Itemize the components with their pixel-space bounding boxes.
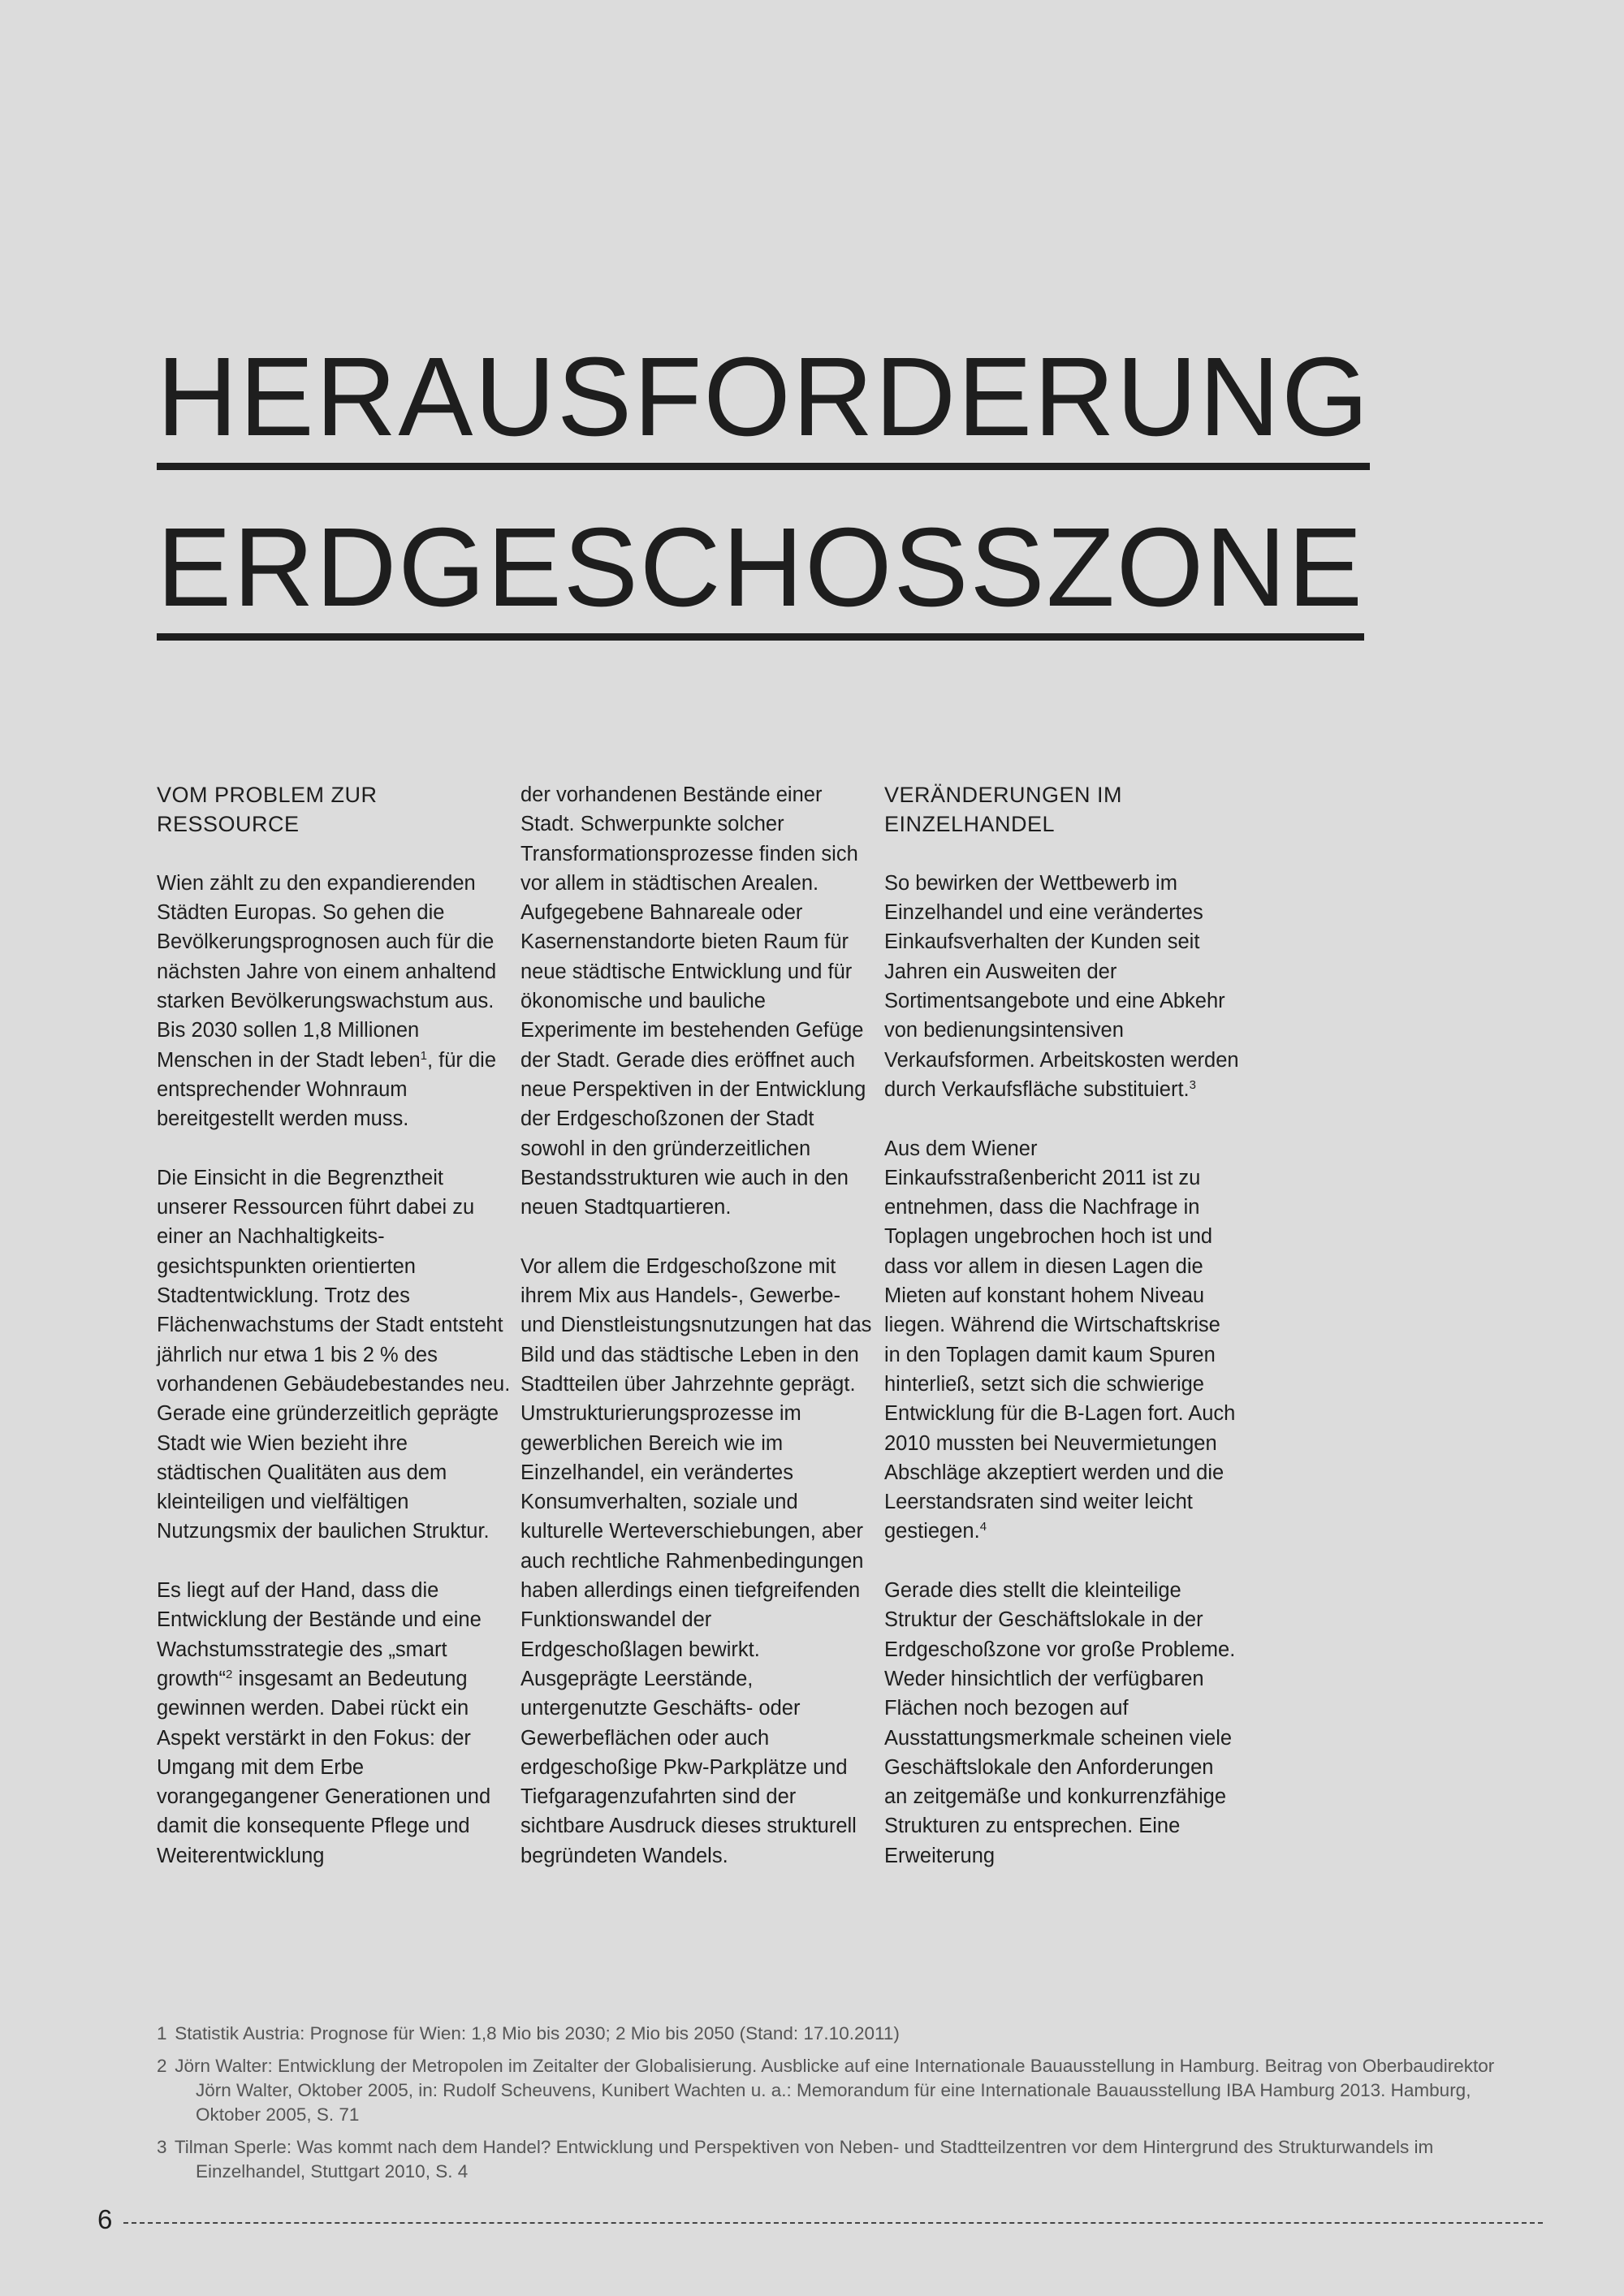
title-line-1: HERAUSFORDERUNG: [157, 336, 1370, 470]
footnote-text: Statistik Austria: Prognose für Wien: 1,8 Mio bis 2030; 2 Mio bis 2050 (Stand: 17.10.2011): [175, 2023, 900, 2044]
title-line-2: ERDGESCHOSSZONE: [157, 507, 1364, 641]
paragraph: Gerade dies stellt die kleinteilige Struktur der Geschäftslokale in der Erdgeschoßzone vor große Probleme. Weder hinsichtlich der verfügbaren Flächen noch bezogen auf Ausstattungsmerkmale scheinen viele Geschäftslokale den Anforderungen an zeitgemäße und konkurrenzfähige Strukturen zu entsprechen. Eine Erweiterung: [884, 1579, 1236, 1867]
footnote-text: Tilman Sperle: Was kommt nach dem Handel? Entwicklung und Perspektiven von Neben- und Stadtteilzentren vor dem Hintergrund des Strukturwandels im Einzelhandel, Stuttgart 2010, S. 4: [174, 2137, 1434, 2182]
text-column-1: [157, 780, 514, 1900]
paragraph-text: Es liegt auf der Hand, dass die Entwicklung der Bestände und eine Wachstumsstrategie des „smart growth“: [157, 1579, 482, 1690]
footnote-ref-1[interactable]: 1: [420, 1048, 427, 1063]
footnote-ref-3[interactable]: 3: [1189, 1077, 1196, 1092]
paragraph: [157, 869, 514, 1134]
footnote-ref-2[interactable]: 2: [226, 1667, 233, 1681]
page-number: 6: [97, 2204, 113, 2234]
footnote-ref-4[interactable]: 4: [979, 1520, 987, 1534]
footnote-number: 2: [157, 2056, 167, 2076]
paragraph-text: insgesamt an Bedeutung gewinnen werden. Dabei rückt ein Aspekt verstärkt in den Fokus: der Umgang mit dem Erbe vorangegangener Generationen und damit die konsequente Pflege und Weiterentwicklung: [157, 1667, 491, 1867]
dashed-rule: [123, 2222, 1543, 2224]
page-footer: [97, 2203, 1543, 2236]
paragraph: Vor allem die Erdgeschoßzone mit ihrem Mix aus Handels-, Gewerbe- und Dienstleistungsnutzungen hat das Bild und das städtische Leben in den Stadtteilen über Jahrzehnte geprägt. Umstrukturierungsprozesse im gewerblichen Bereich wie im Einzelhandel, ein verändertes Konsumverhalten, soziale und kulturelle Werteverschiebungen, aber auch rechtliche Rahmenbedingungen haben allerdings einen tiefgreifenden Funktionswandel der Erdgeschoßlagen bewirkt. Ausgeprägte Leerstände, untergenutzte Geschäfts- oder Gewerbeflächen oder auch erdgeschoßige Pkw-Parkplätze und Tiefgaragenzufahrten sind der sichtbare Ausdruck dieses strukturell begründeten Wandels.: [520, 1254, 872, 1867]
footnote-number: 1: [157, 2023, 167, 2044]
footnotes: [157, 2022, 1505, 2192]
paragraph: [884, 869, 1242, 1104]
text-column-2: [520, 780, 878, 1900]
text-column-3: [884, 780, 1242, 1900]
section-heading-problem: VOM PROBLEM ZUR RESSOURCE: [157, 783, 378, 837]
section-heading-einzelhandel: VERÄNDERUNGEN IM EINZELHANDEL: [884, 783, 1123, 837]
footnote-text: Jörn Walter: Entwicklung der Metropolen im Zeitalter der Globalisierung. Ausblicke auf eine Internationale Bauausstellung in Hamburg. Beitrag von Oberbaudirektor Jörn Walter, Oktober 2005, in: Rudolf Scheuvens, Kunibert Wachten u. a.: Memorandum für eine Internationale Bauausstellung IBA Hamburg 2013. Hamburg, Oktober 2005, S. 71: [175, 2056, 1495, 2125]
paragraph-text: So bewirken der Wettbewerb im Einzelhandel und eine verändertes Einkaufsverhalten der Kunden seit Jahren ein Ausweiten der Sortimentsangebote und eine Abkehr von bedienungsintensiven Verkaufsformen. Arbeitskosten werden durch Verkaufsfläche substituiert.: [884, 871, 1239, 1101]
paragraph: [157, 1576, 514, 1871]
paragraph: der vorhandenen Bestände einer Stadt. Schwerpunkte solcher Transformationsprozesse finden sich vor allem in städtischen Arealen. Aufgegebene Bahnareale oder Kasernenstandorte bieten Raum für neue städtische Entwicklung und für ökonomische und bauliche Experimente im bestehenden Gefüge der Stadt. Gerade dies eröffnet auch neue Perspektiven in der Entwicklung der Erdgeschoßzonen der Stadt sowohl in den gründerzeitlichen Bestandsstrukturen wie auch in den neuen Stadtquartieren.: [520, 783, 866, 1219]
page-title: [157, 321, 1375, 662]
footnote: [157, 2054, 1505, 2127]
footnote: [157, 2022, 1505, 2046]
paragraph-text: Wien zählt zu den expandierenden Städten Europas. So gehen die Bevölkerungsprognosen auch für die nächsten Jahre von einem anhaltend starken Bevölkerungswachstum aus. Bis 2030 sollen 1,8 Millionen Menschen in der Stadt leben: [157, 871, 497, 1072]
paragraph-text: , für die entsprechender Wohnraum bereitgestellt werden muss.: [157, 1048, 497, 1131]
footnote: [157, 2135, 1505, 2184]
paragraph: Die Einsicht in die Begrenztheit unserer Ressourcen führt dabei zu einer an Nachhaltigkeits-gesichtspunkten orientierten Stadtentwicklung. Trotz des Flächenwachstums der Stadt entsteht jährlich nur etwa 1 bis 2 % des vorhandenen Gebäudebestandes neu. Gerade eine gründerzeitlich geprägte Stadt wie Wien bezieht ihre städtischen Qualitäten aus dem kleinteiligen und vielfältigen Nutzungsmix der baulichen Struktur.: [157, 1166, 511, 1543]
paragraph: [884, 1134, 1242, 1547]
paragraph-text: Aus dem Wiener Einkaufsstraßenbericht 2011 ist zu entnehmen, dass die Nachfrage in Toplagen ungebrochen hoch ist und dass vor allem in diesen Lagen die Mieten auf konstant hohem Niveau liegen. Während die Wirtschaftskrise in den Toplagen damit kaum Spuren hinterließ, setzt sich die schwierige Entwicklung für die B-Lagen fort. Auch 2010 mussten bei Neuvermietungen Abschläge akzeptiert werden und die Leerstandsraten sind weiter leicht gestiegen.: [884, 1137, 1236, 1543]
footnote-number: 3: [157, 2137, 167, 2157]
